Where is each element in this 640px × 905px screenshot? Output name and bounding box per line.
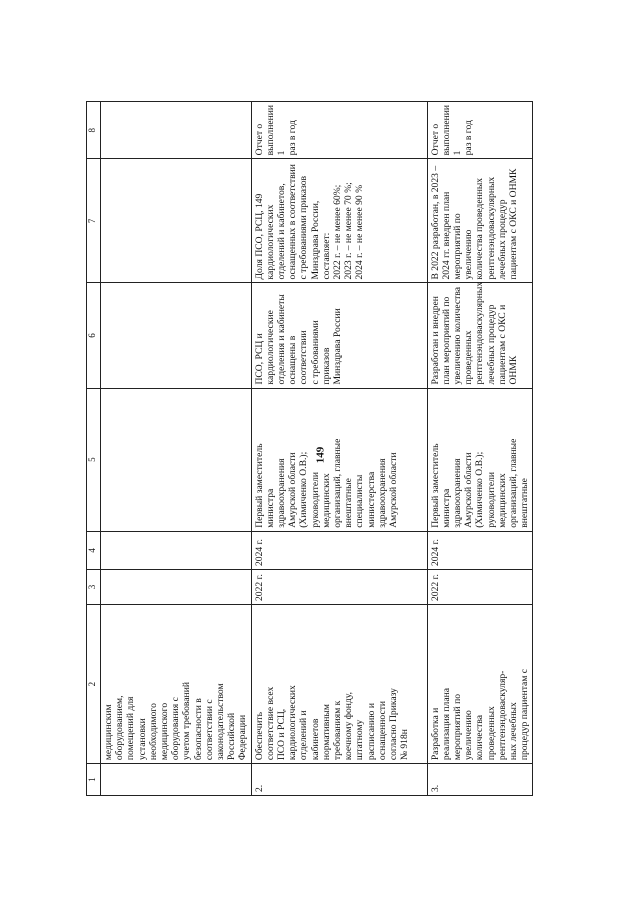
- control-cell: [251, 102, 427, 159]
- cell-line: Федерации: [237, 714, 249, 761]
- cell-line: мероприятий по: [452, 693, 464, 761]
- cell-line: коечному фонду,: [343, 691, 355, 761]
- cell-line: министра: [264, 488, 276, 528]
- indicator-cell: [251, 159, 427, 283]
- table-row: [251, 102, 427, 796]
- cell-line: количества проведенных: [474, 177, 486, 280]
- cell-line: организаций, главные: [508, 438, 520, 528]
- cell-line: медицинских: [496, 473, 508, 528]
- control-cell: [427, 102, 533, 159]
- page-number: 149: [314, 446, 327, 464]
- cell-line: план мероприятий по: [440, 296, 452, 385]
- cell-line: реализация плана: [440, 688, 452, 761]
- cell-line: выполнении 1: [440, 104, 464, 156]
- cell-line: Обеспечить: [253, 712, 265, 761]
- cell-line: рентгенэндоваскуляр-: [496, 670, 508, 761]
- cell-line: выполнении 1: [264, 104, 288, 156]
- cell-line: расписанию и: [365, 702, 377, 761]
- cell-line: Минздрава России: [332, 308, 344, 385]
- cell-line: учетом требований: [181, 682, 193, 761]
- cell-line: рентгенэндоваскулярных: [474, 281, 486, 385]
- table-header-row: [87, 102, 101, 796]
- start-date-cell: 2022 г.: [251, 569, 427, 604]
- responsible-cell: [101, 388, 252, 531]
- cell-line: количества: [474, 714, 486, 761]
- header-col-1: 1: [87, 764, 101, 796]
- cell-line: согласно Приказу: [388, 688, 400, 761]
- header-col-6: 6: [87, 283, 101, 388]
- cell-line: руководители: [309, 471, 321, 528]
- cell-line: ных лечебных: [508, 702, 520, 761]
- cell-line: рентгенэндоваскулярных: [485, 176, 497, 280]
- cell-line: кабинетов: [309, 718, 321, 761]
- table-row: [101, 102, 252, 796]
- cell-line: ПСО, РСЦ и: [253, 333, 265, 385]
- task-cell: [101, 605, 252, 764]
- cell-line: оснащены в соответствии: [287, 330, 310, 385]
- cell-line: законодательством: [215, 683, 227, 761]
- cell-line: внештатные: [519, 478, 531, 528]
- cell-line: здравоохранения: [452, 458, 464, 528]
- control-cell: [101, 102, 252, 159]
- cell-line: № 918н: [399, 729, 411, 761]
- cell-line: (Химиченко О.В.);: [298, 451, 310, 528]
- cell-line: установки: [136, 718, 148, 761]
- cell-line: кардиологических: [287, 685, 299, 761]
- indicator-cell: [101, 159, 252, 283]
- cell-line: нормативным: [320, 704, 332, 761]
- cell-line: раз в год: [287, 120, 299, 156]
- header-col-7: 7: [87, 159, 101, 283]
- cell-line: оборудования с: [170, 697, 182, 761]
- cell-line: медицинского: [159, 702, 171, 761]
- table-row: [427, 102, 533, 796]
- task-cell: [427, 605, 533, 764]
- cell-line: Амурской области: [287, 452, 299, 528]
- cell-line: специалисты: [354, 474, 366, 528]
- cell-line: ПСО и РСЦ,: [276, 708, 288, 761]
- cell-line: проведенных: [463, 330, 475, 385]
- cell-line: увеличению количества: [452, 286, 464, 385]
- cell-line: лечебных процедур: [485, 304, 497, 385]
- cell-line: раз в год: [463, 120, 475, 156]
- cell-line: здравоохранения: [376, 458, 388, 528]
- cell-line: медицинских: [320, 473, 332, 528]
- cell-line: с требованиями приказов: [309, 320, 332, 385]
- end-date-cell: [101, 531, 252, 569]
- end-date-cell: 2024 г.: [427, 531, 533, 569]
- header-col-4: 4: [87, 531, 101, 569]
- cell-line: пациентам с ОКС и: [496, 304, 508, 385]
- cell-line: оборудованием,: [114, 695, 126, 761]
- cell-line: Российской: [226, 712, 238, 761]
- cell-line: отделений и кабинетов,: [276, 183, 288, 280]
- cell-line: министра: [440, 488, 452, 528]
- cell-line: здравоохранения: [276, 458, 288, 528]
- cell-line: министерства: [365, 471, 377, 528]
- header-col-2: 2: [87, 605, 101, 764]
- responsible-cell: [427, 388, 533, 531]
- cell-line: Отчет о: [253, 123, 265, 156]
- cell-line: кардиологические: [264, 310, 276, 385]
- cell-line: руководители: [485, 471, 497, 528]
- header-col-3: 3: [87, 569, 101, 604]
- header-col-5: 5: [87, 388, 101, 531]
- cell-line: составляет:: [320, 232, 332, 280]
- cell-line: соответствии с: [203, 699, 215, 761]
- cell-line: лечебных процедур: [496, 199, 508, 280]
- cell-line: Разработан и внедрен: [429, 296, 441, 385]
- cell-line: помещений для: [125, 696, 137, 761]
- cell-line: мероприятий по увеличению: [452, 213, 475, 280]
- result-cell: [251, 283, 427, 388]
- cell-line: Амурской области: [463, 452, 475, 528]
- cell-line: отделения и кабинеты: [276, 294, 288, 385]
- cell-line: с требованиями приказов: [298, 175, 310, 280]
- cell-line: увеличению: [463, 710, 475, 761]
- cell-line: ОНМК: [508, 355, 520, 385]
- row-number-cell: 3.: [427, 764, 533, 796]
- cell-line: 2022 г. – не менее 60%;: [332, 184, 344, 280]
- end-date-cell: 2024 г.: [251, 531, 427, 569]
- result-cell: [427, 283, 533, 388]
- cell-line: безопасности в: [192, 698, 204, 761]
- measures-table: [86, 101, 533, 796]
- cell-line: Доля ПСО, РСЦ, 149: [253, 193, 265, 280]
- cell-line: штатному: [354, 719, 366, 761]
- cell-line: отделений и: [298, 710, 310, 761]
- cell-line: оснащенных в соответствии: [287, 164, 299, 280]
- start-date-cell: 2022 г.: [427, 569, 533, 604]
- result-cell: [101, 283, 252, 388]
- cell-line: процедур пациентам с: [519, 668, 531, 761]
- cell-line: 2023 г. – не менее 70 %;: [343, 182, 355, 280]
- cell-line: оснащенности: [376, 700, 388, 761]
- cell-line: Первый заместитель: [429, 443, 441, 528]
- row-number-cell: [101, 764, 252, 796]
- responsible-cell: [251, 388, 427, 531]
- row-number-cell: 2.: [251, 764, 427, 796]
- task-cell: [251, 605, 427, 764]
- cell-line: требованиям к: [332, 700, 344, 761]
- cell-line: Разработка и: [429, 707, 441, 761]
- cell-line: медицинским: [103, 704, 114, 761]
- cell-line: пациентам с ОКС и ОНМК: [508, 168, 520, 280]
- cell-line: внештатные: [343, 478, 355, 528]
- cell-line: проведенных: [485, 706, 497, 761]
- cell-line: 2024 г. – не менее 90 %: [354, 184, 366, 280]
- cell-line: Первый заместитель: [253, 443, 265, 528]
- cell-line: В 2022 разработан, в 2023 –: [429, 165, 441, 280]
- rotated-page-body: [86, 101, 531, 796]
- cell-line: Амурской области: [388, 452, 400, 528]
- cell-line: организаций, главные: [332, 438, 344, 528]
- cell-line: необходимого: [147, 703, 159, 761]
- header-col-8: 8: [87, 102, 101, 159]
- cell-line: 2024 гг. внедрен план: [440, 191, 452, 280]
- cell-line: Минздрава России,: [309, 200, 321, 280]
- start-date-cell: [101, 569, 252, 604]
- cell-line: (Химиченко О.В.);: [474, 451, 486, 528]
- cell-line: Отчет о: [429, 123, 441, 156]
- cell-line: кардиологических: [264, 204, 276, 280]
- cell-line: соответствие всех: [264, 686, 276, 761]
- indicator-cell: [427, 159, 533, 283]
